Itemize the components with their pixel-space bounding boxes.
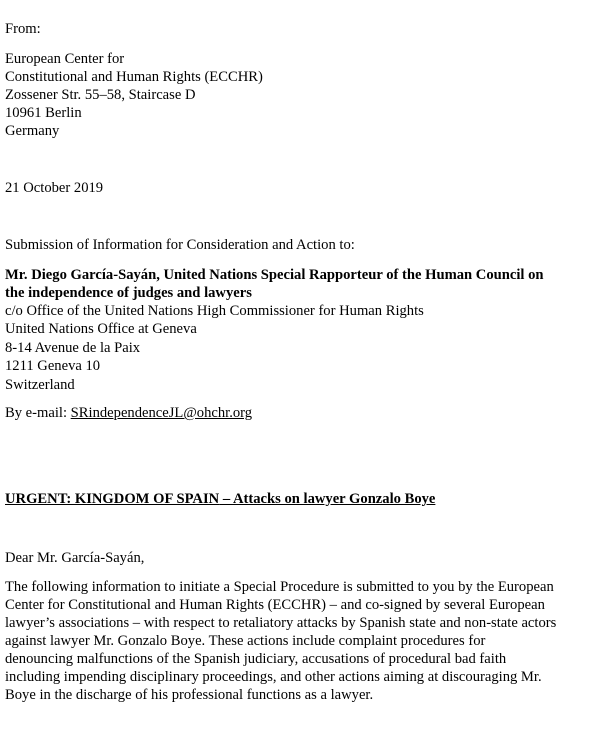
email-link[interactable]: SRindependenceJL@ohchr.org [70, 405, 253, 421]
recipient-title-line: Mr. Diego García-Sayán, United Nations Special Rapporteur of the Human Council on [5, 267, 544, 283]
sender-address-line: Constitutional and Human Rights (ECCHR) [5, 69, 263, 85]
recipient-address-line: 8-14 Avenue de la Paix [5, 340, 141, 356]
body-line: denouncing malfunctions of the Spanish judiciary, accusations of procedural bad faith [5, 651, 507, 667]
body-line: Center for Constitutional and Human Rights (ECCHR) – and co-signed by several European [5, 597, 545, 613]
recipient-title-line: the independence of judges and lawyers [5, 285, 252, 301]
sender-address-line: European Center for [5, 51, 125, 67]
urgent-heading-part: – Attacks on lawyer Gonzalo Boye [219, 491, 436, 507]
urgent-heading-part: URGENT: KINGDOM OF SPAIN [5, 491, 220, 507]
recipient-address-line: Switzerland [5, 377, 75, 393]
urgent-heading [5, 490, 435, 508]
sender-address-line: Germany [5, 123, 60, 139]
email-line [5, 404, 252, 422]
from-label: From: [5, 21, 41, 37]
body-line: including impending disciplinary proceedings, and other actions aiming at discouraging Mr. [5, 669, 542, 685]
recipient-address-line: c/o Office of the United Nations High Commissioner for Human Rights [5, 303, 424, 319]
body-line: against lawyer Mr. Gonzalo Boye. These actions include complaint procedures for [5, 633, 486, 649]
body-line: lawyer’s associations – with respect to retaliatory attacks by Spanish state and non-state actors [5, 615, 557, 631]
submission-intro: Submission of Information for Consideration and Action to: [5, 237, 355, 253]
sender-address-line: Zossener Str. 55–58, Staircase D [5, 87, 196, 103]
sender-address-line: 10961 Berlin [5, 105, 82, 121]
body-line: Boye in the discharge of his professional functions as a lawyer. [5, 687, 374, 703]
letter-date: 21 October 2019 [5, 180, 104, 196]
email-prefix: By e-mail: [5, 405, 71, 421]
salutation: Dear Mr. García-Sayán, [5, 550, 145, 566]
recipient-address-line: United Nations Office at Geneva [5, 321, 197, 337]
body-line: The following information to initiate a Special Procedure is submitted to you by the European [5, 579, 554, 595]
recipient-address-line: 1211 Geneva 10 [5, 358, 101, 374]
